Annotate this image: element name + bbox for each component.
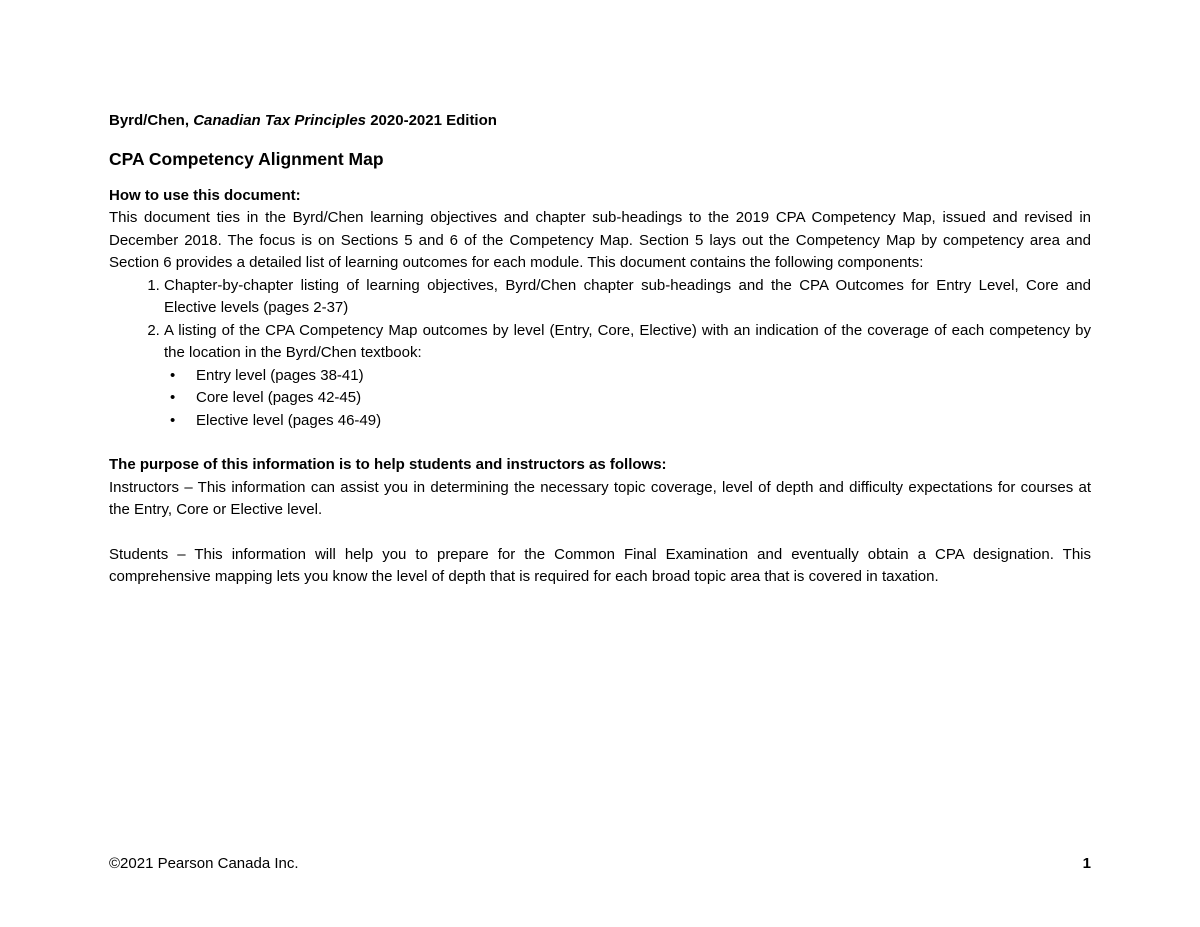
levels-list (164, 365, 1091, 433)
page-content (109, 110, 1091, 589)
header-authors: Byrd/Chen, (109, 112, 190, 129)
instructors-paragraph: Instructors – This information can assist you in determining the necessary topic coverage, level of depth and difficulty expectations for courses at the Entry, Core or Elective level. (109, 478, 1091, 518)
page-number: 1 (1082, 855, 1091, 872)
level-item-text: Elective level (pages 46-49) (196, 411, 382, 429)
component-item-text: Chapter-by-chapter listing of learning objectives, Byrd/Chen chapter sub-headings and the CPA Outcomes for Entry Level, Core and Elective levels (pages 2-37) (164, 276, 1091, 316)
header-edition: 2020-2021 Edition (370, 112, 497, 129)
document-title: CPA Competency Alignment Map (109, 148, 384, 169)
footer-copyright: ©2021 Pearson Canada Inc. (109, 855, 299, 872)
bullet-icon: • (170, 411, 176, 429)
students-paragraph: Students – This information will help you to prepare for the Common Final Examination and eventually obtain a CPA designation. This comprehensive mapping lets you know the level of depth that is required for each broad topic area that is covered in taxation. (109, 545, 1091, 585)
how-to-use-heading: How to use this document: (109, 186, 301, 204)
level-item (170, 387, 1091, 410)
purpose-section (109, 454, 1091, 589)
running-header (109, 110, 1091, 133)
component-item (164, 275, 1091, 320)
purpose-heading: The purpose of this information is to help students and instructors as follows: (109, 456, 667, 473)
how-to-use-intro: This document ties in the Byrd/Chen learning objectives and chapter sub-headings to the 2019 CPA Competency Map, issued and revised in December 2018. The focus is on Sections 5 and 6 of the Competency Map. Section 5 lays out the Competency Map by competency area and Section 6 provides a detailed list of learning outcomes for each module. This document contains the following components: (109, 209, 1091, 271)
component-item-text: A listing of the CPA Competency Map outcomes by level (Entry, Core, Elective) with an indication of the coverage of each competency by the location in the Byrd/Chen textbook: (164, 321, 1091, 361)
level-item-text: Core level (pages 42-45) (196, 389, 362, 406)
bullet-icon: • (170, 366, 176, 384)
how-to-use-section (109, 185, 1091, 433)
component-item (164, 320, 1091, 433)
level-item (170, 365, 1091, 388)
components-list (109, 275, 1091, 433)
header-book-title: Canadian Tax Principles (193, 112, 367, 129)
level-item-text: Entry level (pages 38-41) (196, 366, 364, 384)
bullet-icon: • (170, 389, 176, 406)
level-item (170, 410, 1091, 433)
